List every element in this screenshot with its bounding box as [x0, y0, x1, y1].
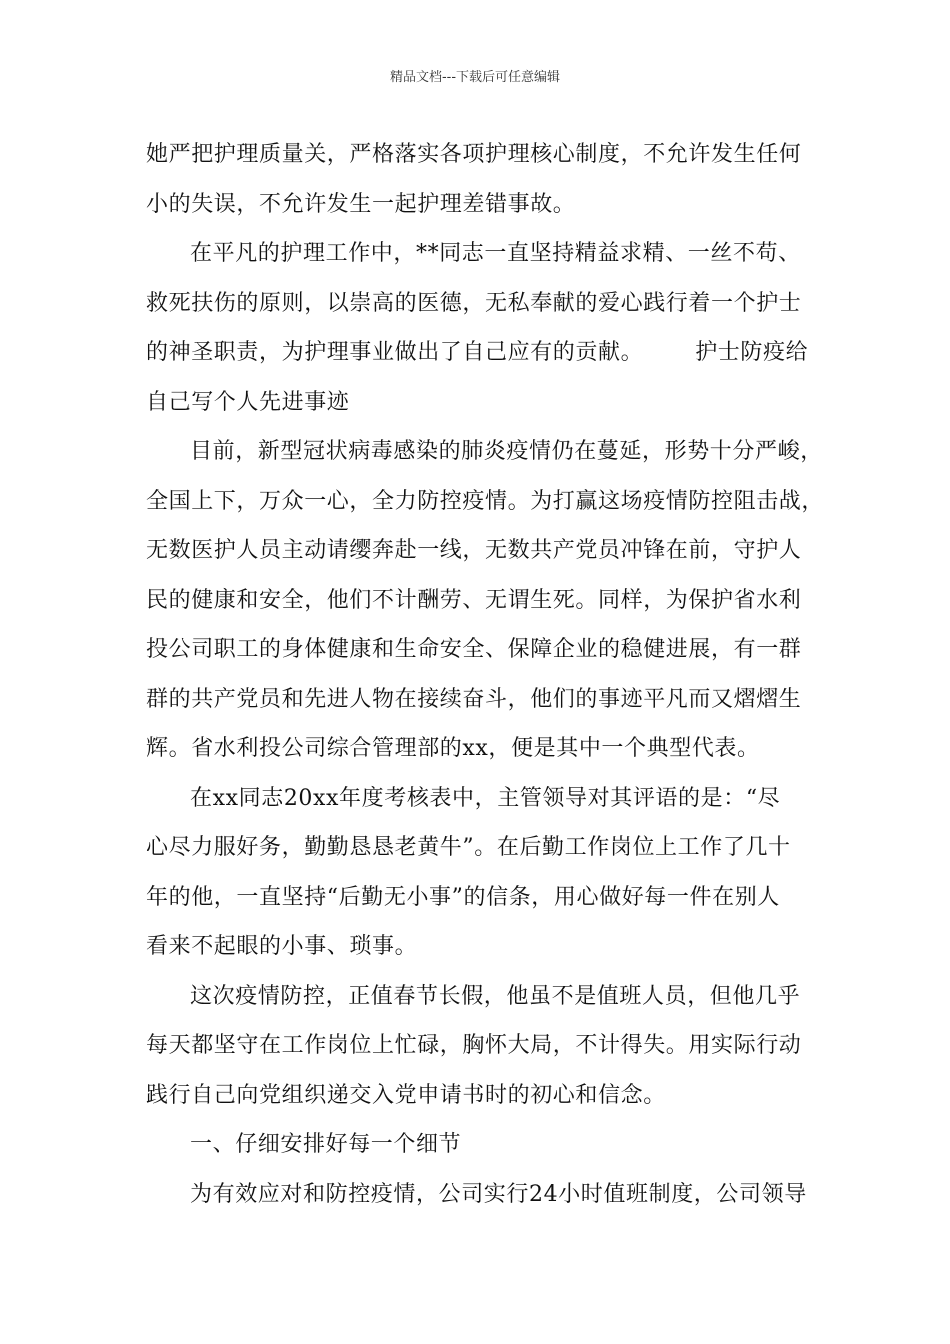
text-line: 辉。省水利投公司综合管理部的xx，便是其中一个典型代表。 [146, 736, 760, 761]
text-line: 在平凡的护理工作中，**同志一直坚持精益求精、一丝不苟、 [190, 241, 801, 266]
article-title-start: 护士防疫给 [695, 340, 809, 365]
text-line: 践行自己向党组织递交入党申请书时的初心和信念。 [146, 1082, 666, 1108]
text-line: 她严把护理质量关，严格落实各项护理核心制度，不允许发生任何 [146, 142, 802, 167]
text-line: 看来不起眼的小事、琐事。 [146, 934, 418, 959]
text-line: 自己写个人先进事迹 [146, 389, 350, 415]
text-line: 小的失误，不允许发生一起护理差错事故。 [146, 191, 576, 217]
text-line: 心尽力服好务，勤勤恳恳老黄牛”。在后勤工作岗位上工作了几十 [146, 835, 791, 860]
text-line: 全国上下，万众一心，全力防控疫情。为打赢这场疫情防控阻击战， [146, 488, 825, 514]
section-heading: 一、仔细安排好每一个细节 [190, 1132, 462, 1157]
text-line: 这次疫情防控，正值春节长假，他虽不是值班人员，但他几乎 [190, 983, 801, 1009]
text-line: 的神圣职责，为护理事业做出了自己应有的贡献。 护士防疫给 [146, 340, 809, 365]
page-header: 精品文档---下载后可任意编辑 [389, 70, 561, 85]
text-line: 目前，新型冠状病毒感染的肺炎疫情仍在蔓延，形势十分严峻， [190, 439, 823, 464]
text-line: 为有效应对和防控疫情，公司实行24小时值班制度，公司领导 [190, 1181, 807, 1207]
text-line: 年的他，一直坚持“后勤无小事”的信条，用心做好每一件在别人 [146, 884, 780, 910]
text-line: 群的共产党员和先进人物在接续奋斗，他们的事迹平凡而又熠熠生 [146, 686, 802, 712]
text-line: 在xx同志20xx年度考核表中，主管领导对其评语的是：“尽 [190, 785, 781, 811]
text-line: 民的健康和安全，他们不计酬劳、无谓生死。同样，为保护省水利 [146, 587, 802, 613]
text-line: 救死扶伤的原则，以崇高的医德，无私奉献的爱心践行着一个护士 [146, 290, 802, 316]
document-body [146, 130, 825, 1219]
text-line: 每天都坚守在工作岗位上忙碌，胸怀大局，不计得失。用实际行动 [146, 1033, 802, 1058]
text-line: 无数医护人员主动请缨奔赴一线，无数共产党员冲锋在前，守护人 [146, 538, 802, 563]
text-line: 投公司职工的身体健康和生命安全、保障企业的稳健进展，有一群 [146, 637, 802, 662]
